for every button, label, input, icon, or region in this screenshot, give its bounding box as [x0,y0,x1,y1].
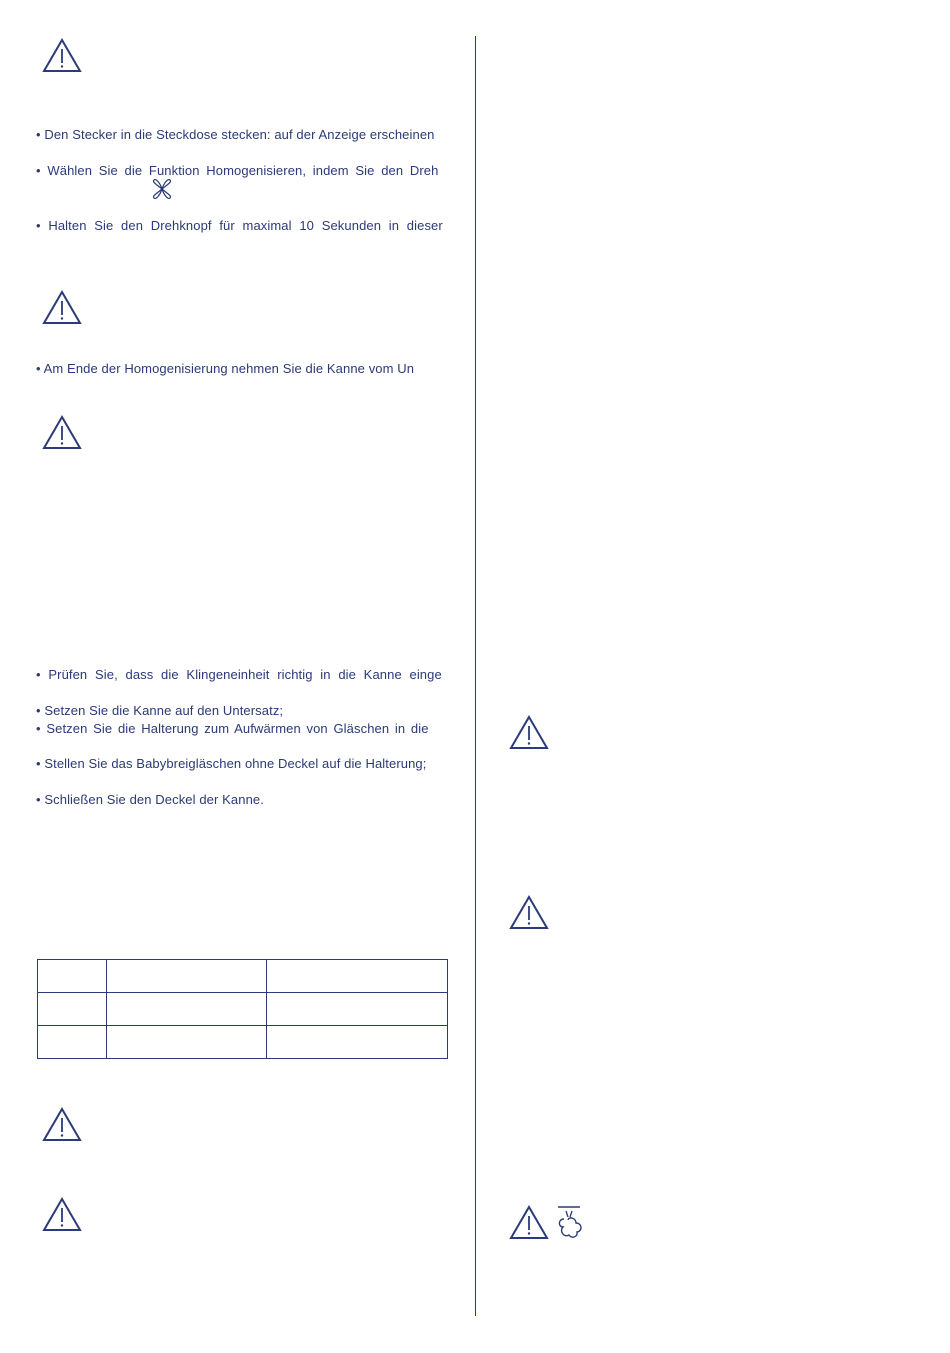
bullet-jar: • Stellen Sie das Babybreigläschen ohne Deckel auf die Halterung; [36,756,427,771]
warning-triangle-icon [509,1205,549,1241]
warning-triangle-icon [42,1107,82,1143]
table-cell [107,960,267,993]
steam-icon [554,1205,586,1241]
table-cell [267,993,448,1026]
fan-icon [150,178,174,200]
table-cell [38,960,107,993]
table-cell [38,1026,107,1059]
warning-triangle-icon [42,415,82,451]
bullet-select: • Wählen Sie die Funktion Homogenisieren, indem Sie den Dreh [36,163,439,178]
bullet-lid: • Schließen Sie den Deckel der Kanne. [36,792,264,807]
table-cell [267,960,448,993]
table-cell [38,993,107,1026]
bullet-hold: • Halten Sie den Drehknopf für maximal 10 Sekunden in dieser [36,218,443,233]
bullet-plug: • Den Stecker in die Steckdose stecken: auf der Anzeige erscheinen [36,127,435,142]
warning-triangle-icon [42,38,82,74]
bullet-end: • Am Ende der Homogenisierung nehmen Sie die Kanne vom Un [36,361,415,376]
table-cell [107,993,267,1026]
table-row [38,993,448,1026]
bullet-base: • Setzen Sie die Kanne auf den Untersatz; [36,703,284,718]
table-cell [107,1026,267,1059]
column-divider [475,36,476,1316]
table-row [38,1026,448,1059]
warning-triangle-icon [42,1197,82,1233]
table-cell [267,1026,448,1059]
warning-triangle-icon [42,290,82,326]
warning-triangle-icon [509,715,549,751]
info-table [37,959,448,1059]
warning-triangle-icon [509,895,549,931]
bullet-holder: • Setzen Sie die Halterung zum Aufwärmen von Gläschen in die [36,721,429,736]
table-row [38,960,448,993]
bullet-check: • Prüfen Sie, dass die Klingeneinheit richtig in die Kanne einge [36,667,442,682]
